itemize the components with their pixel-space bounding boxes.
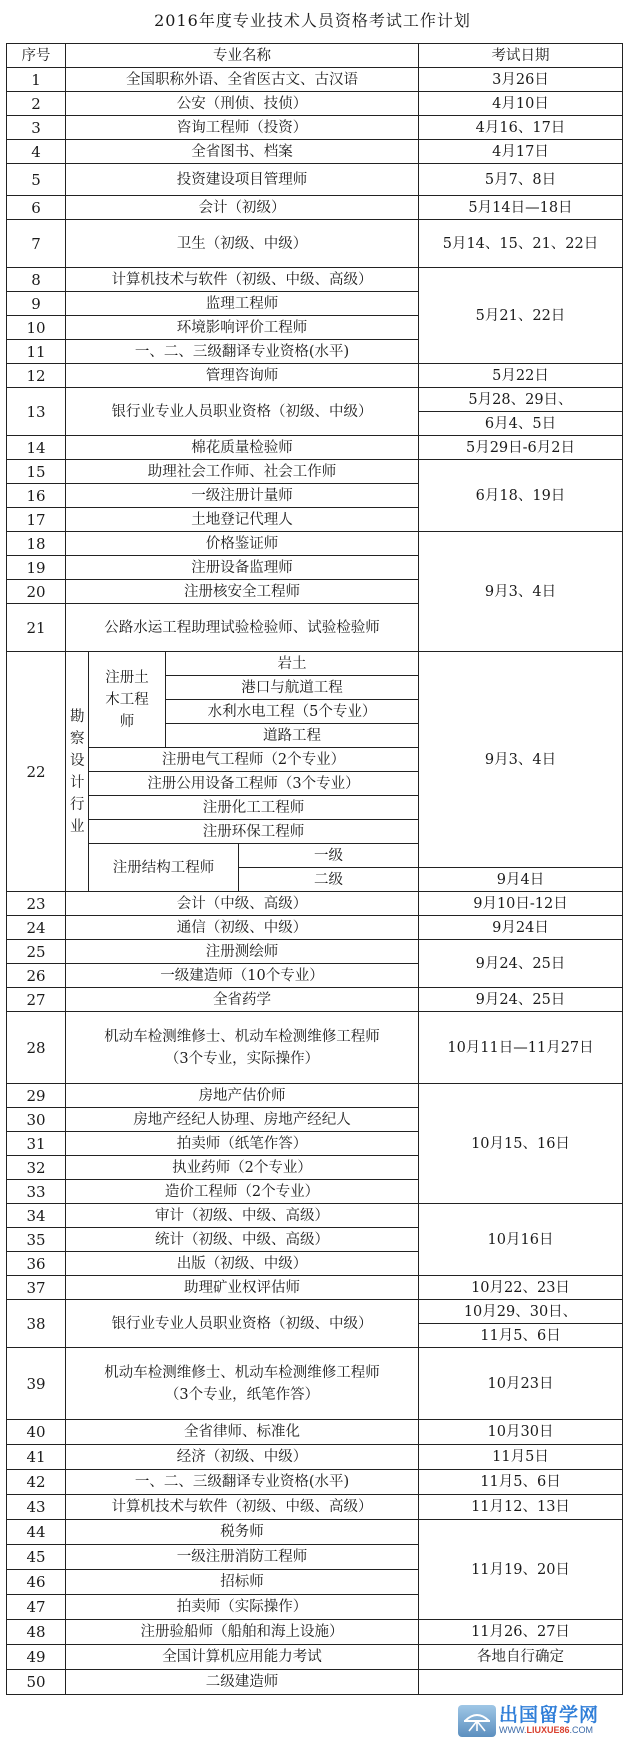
row-date: 10月22、23日 <box>419 1276 623 1300</box>
row-num: 47 <box>7 1595 66 1620</box>
row-num: 43 <box>7 1495 66 1520</box>
row-date-part-b: 6月4、5日 <box>419 412 623 436</box>
row-date-part-b: 11月5、6日 <box>419 1324 623 1348</box>
row-name: 助理矿业权评估师 <box>66 1276 419 1300</box>
table-row <box>7 532 623 556</box>
row-name: 环境影响评价工程师 <box>66 316 419 340</box>
row-date-group: 10月15、16日 <box>419 1084 623 1204</box>
row-name: 一、二、三级翻译专业资格(水平) <box>66 1470 419 1495</box>
row-name: 卫生（初级、中级） <box>66 220 419 268</box>
row-num: 27 <box>7 988 66 1012</box>
table-row <box>7 1276 623 1300</box>
row-name: 拍卖师（纸笔作答） <box>66 1132 419 1156</box>
row-name: 一级建造师（10个专业） <box>66 964 419 988</box>
row-num: 24 <box>7 916 66 940</box>
row-num: 38 <box>7 1300 66 1348</box>
table-row <box>7 1348 623 1420</box>
watermark-url-suffix: .COM <box>569 1725 594 1735</box>
row-num: 44 <box>7 1520 66 1545</box>
table-row <box>7 460 623 484</box>
row-num: 4 <box>7 140 66 164</box>
row-name: 会计（中级、高级） <box>66 892 419 916</box>
table-header-row <box>7 44 623 68</box>
row-name: 价格鉴证师 <box>66 532 419 556</box>
structural-level: 二级 <box>239 868 419 892</box>
row-num: 23 <box>7 892 66 916</box>
row-date: 9月24日 <box>419 916 623 940</box>
table-row <box>7 116 623 140</box>
row-name: 执业药师（2个专业） <box>66 1156 419 1180</box>
table-row <box>7 436 623 460</box>
table-row <box>7 68 623 92</box>
row-date-part-a: 10月29、30日、 <box>419 1300 623 1324</box>
row-num: 20 <box>7 580 66 604</box>
row-num: 46 <box>7 1570 66 1595</box>
civil-item: 港口与航道工程 <box>166 676 419 700</box>
row-num: 28 <box>7 1012 66 1084</box>
table-row <box>7 388 623 412</box>
row-name: 招标师 <box>66 1570 419 1595</box>
table-row <box>7 1420 623 1445</box>
row-name: 统计（初级、中级、高级） <box>66 1228 419 1252</box>
row-name-note: （3个专业，实际操作） <box>164 1050 320 1067</box>
table-row <box>7 364 623 388</box>
table-row <box>7 1204 623 1228</box>
table-row <box>7 1300 623 1324</box>
row-date: 5月14、15、21、22日 <box>419 220 623 268</box>
row-date <box>419 1670 623 1695</box>
table-row <box>7 1620 623 1645</box>
row-name: 银行业专业人员职业资格（初级、中级） <box>66 388 419 436</box>
row-name: 土地登记代理人 <box>66 508 419 532</box>
row-num: 45 <box>7 1545 66 1570</box>
row-date-group: 11月19、20日 <box>419 1520 623 1620</box>
row-num: 39 <box>7 1348 66 1420</box>
row-num: 26 <box>7 964 66 988</box>
row-date: 10月30日 <box>419 1420 623 1445</box>
row-name: 注册测绘师 <box>66 940 419 964</box>
row-name: 助理社会工作师、社会工作师 <box>66 460 419 484</box>
row-name: 管理咨询师 <box>66 364 419 388</box>
row-date: 5月29日-6月2日 <box>419 436 623 460</box>
table-row <box>7 1670 623 1695</box>
table-row <box>7 1012 623 1084</box>
row-name: 全国计算机应用能力考试 <box>66 1645 419 1670</box>
civil-engineer-group <box>89 652 166 748</box>
row-name: 机动车检测维修士、机动车检测维修工程师 <box>104 1028 380 1045</box>
row-date-part-a: 5月28、29日、 <box>419 388 623 412</box>
table-row <box>7 92 623 116</box>
row-name: 全省图书、档案 <box>66 140 419 164</box>
row-num: 33 <box>7 1180 66 1204</box>
table-row <box>7 1084 623 1108</box>
row-num: 32 <box>7 1156 66 1180</box>
row-name: 审计（初级、中级、高级） <box>66 1204 419 1228</box>
row-name-note: （3个专业，纸笔作答） <box>164 1386 320 1403</box>
row-date-group: 5月21、22日 <box>419 268 623 364</box>
row-num: 13 <box>7 388 66 436</box>
table-row <box>7 988 623 1012</box>
row-num: 7 <box>7 220 66 268</box>
row-num: 2 <box>7 92 66 116</box>
row-date-group: 9月24、25日 <box>419 940 623 988</box>
civil-engineer-label: 注册土木工程师 <box>105 669 149 730</box>
row-name: 棉花质量检验师 <box>66 436 419 460</box>
industry-label <box>66 652 89 892</box>
civil-item: 水利水电工程（5个专业） <box>166 700 419 724</box>
table-row <box>7 892 623 916</box>
row-num: 42 <box>7 1470 66 1495</box>
row-num: 18 <box>7 532 66 556</box>
document-title: 2016年度专业技术人员资格考试工作计划 <box>154 11 471 30</box>
table-row <box>7 196 623 220</box>
exam-schedule-table <box>6 43 623 1695</box>
row-date: 9月24、25日 <box>419 988 623 1012</box>
row-date: 4月10日 <box>419 92 623 116</box>
row-name: 计算机技术与软件（初级、中级、高级） <box>66 268 419 292</box>
row-num: 12 <box>7 364 66 388</box>
row-num: 6 <box>7 196 66 220</box>
row-num: 15 <box>7 460 66 484</box>
row-name: 机动车检测维修士、机动车检测维修工程师 <box>104 1364 380 1381</box>
row-name: 全国职称外语、全省医古文、古汉语 <box>66 68 419 92</box>
row-num: 16 <box>7 484 66 508</box>
watermark-url-domain: LIUXUE86 <box>526 1725 570 1735</box>
row-num: 49 <box>7 1645 66 1670</box>
row-name: 注册设备监理师 <box>66 556 419 580</box>
site-watermark <box>458 1703 625 1738</box>
electrical-engineer: 注册电气工程师（2个专业） <box>89 748 419 772</box>
row-num: 14 <box>7 436 66 460</box>
row-name: 出版（初级、中级） <box>66 1252 419 1276</box>
row-date: 4月17日 <box>419 140 623 164</box>
row-num: 48 <box>7 1620 66 1645</box>
table-row <box>7 268 623 292</box>
row-num: 34 <box>7 1204 66 1228</box>
row-name: 一、二、三级翻译专业资格(水平) <box>66 340 419 364</box>
row-num: 29 <box>7 1084 66 1108</box>
civil-item: 岩土 <box>166 652 419 676</box>
table-row <box>7 940 623 964</box>
utility-engineer: 注册公用设备工程师（3个专业） <box>89 772 419 796</box>
environmental-engineer: 注册环保工程师 <box>89 820 419 844</box>
row-name: 二级建造师 <box>66 1670 419 1695</box>
table-row-22 <box>7 652 623 676</box>
row-name: 监理工程师 <box>66 292 419 316</box>
row-name: 税务师 <box>66 1520 419 1545</box>
row-date-group: 9月3、4日 <box>419 532 623 652</box>
row-name: 会计（初级） <box>66 196 419 220</box>
row-date-group: 6月18、19日 <box>419 460 623 532</box>
row-date: 5月22日 <box>419 364 623 388</box>
row-name: 银行业专业人员职业资格（初级、中级） <box>66 1300 419 1348</box>
row-name: 计算机技术与软件（初级、中级、高级） <box>66 1495 419 1520</box>
row-num: 10 <box>7 316 66 340</box>
row-name: 经济（初级、中级） <box>66 1445 419 1470</box>
civil-item: 道路工程 <box>166 724 419 748</box>
row-date: 11月5、6日 <box>419 1470 623 1495</box>
row-num: 37 <box>7 1276 66 1300</box>
row-name: 通信（初级、中级） <box>66 916 419 940</box>
row-num: 50 <box>7 1670 66 1695</box>
row-name: 房地产经纪人协理、房地产经纪人 <box>66 1108 419 1132</box>
row-date: 3月26日 <box>419 68 623 92</box>
row-num: 19 <box>7 556 66 580</box>
row-num: 8 <box>7 268 66 292</box>
row-date: 10月11日—11月27日 <box>419 1012 623 1084</box>
watermark-logo-icon <box>458 1705 496 1737</box>
row-name-cell <box>66 1012 419 1084</box>
structural-level: 一级 <box>239 844 419 868</box>
row-date-group: 9月3、4日 <box>419 652 623 868</box>
row-num: 3 <box>7 116 66 140</box>
table-row <box>7 164 623 196</box>
row-num: 36 <box>7 1252 66 1276</box>
table-row <box>7 220 623 268</box>
row-name: 造价工程师（2个专业） <box>66 1180 419 1204</box>
row-date: 11月26、27日 <box>419 1620 623 1645</box>
row-name: 注册验船师（船舶和海上设施） <box>66 1620 419 1645</box>
row-num: 9 <box>7 292 66 316</box>
row-date: 9月10日-12日 <box>419 892 623 916</box>
row-num: 41 <box>7 1445 66 1470</box>
row-num: 17 <box>7 508 66 532</box>
row-date: 5月7、8日 <box>419 164 623 196</box>
row-date: 9月4日 <box>419 868 623 892</box>
row-num: 30 <box>7 1108 66 1132</box>
row-name: 公路水运工程助理试验检验师、试验检验师 <box>66 604 419 652</box>
table-row <box>7 1495 623 1520</box>
row-num: 11 <box>7 340 66 364</box>
row-num: 31 <box>7 1132 66 1156</box>
row-num: 22 <box>7 652 66 892</box>
row-name: 全省律师、标准化 <box>66 1420 419 1445</box>
row-date: 11月12、13日 <box>419 1495 623 1520</box>
header-num: 序号 <box>7 44 66 68</box>
watermark-site-name: 出国留学网 <box>499 1704 600 1726</box>
row-num: 40 <box>7 1420 66 1445</box>
chemical-engineer: 注册化工工程师 <box>89 796 419 820</box>
row-name: 一级注册计量师 <box>66 484 419 508</box>
row-date: 5月14日—18日 <box>419 196 623 220</box>
watermark-url <box>499 1725 599 1736</box>
row-name: 拍卖师（实际操作） <box>66 1595 419 1620</box>
row-name: 投资建设项目管理师 <box>66 164 419 196</box>
row-name: 房地产估价师 <box>66 1084 419 1108</box>
row-num: 21 <box>7 604 66 652</box>
table-row <box>7 916 623 940</box>
row-date: 各地自行确定 <box>419 1645 623 1670</box>
header-name: 专业名称 <box>66 44 419 68</box>
row-name: 全省药学 <box>66 988 419 1012</box>
row-date: 10月23日 <box>419 1348 623 1420</box>
row-num: 5 <box>7 164 66 196</box>
table-row <box>7 1470 623 1495</box>
row-date-group: 10月16日 <box>419 1204 623 1276</box>
table-row <box>7 1645 623 1670</box>
row-num: 35 <box>7 1228 66 1252</box>
row-num: 1 <box>7 68 66 92</box>
row-name: 注册核安全工程师 <box>66 580 419 604</box>
industry-label-text: 勘察设计行业 <box>70 708 85 835</box>
row-name: 公安（刑侦、技侦） <box>66 92 419 116</box>
table-row <box>7 1520 623 1545</box>
row-name-cell <box>66 1348 419 1420</box>
table-row <box>7 140 623 164</box>
row-num: 25 <box>7 940 66 964</box>
structural-engineer-group: 注册结构工程师 <box>89 844 239 892</box>
watermark-url-prefix: WWW. <box>499 1725 527 1735</box>
row-name: 咨询工程师（投资） <box>66 116 419 140</box>
row-date: 4月16、17日 <box>419 116 623 140</box>
header-date: 考试日期 <box>419 44 623 68</box>
row-name: 一级注册消防工程师 <box>66 1545 419 1570</box>
row-date: 11月5日 <box>419 1445 623 1470</box>
table-row <box>7 1445 623 1470</box>
